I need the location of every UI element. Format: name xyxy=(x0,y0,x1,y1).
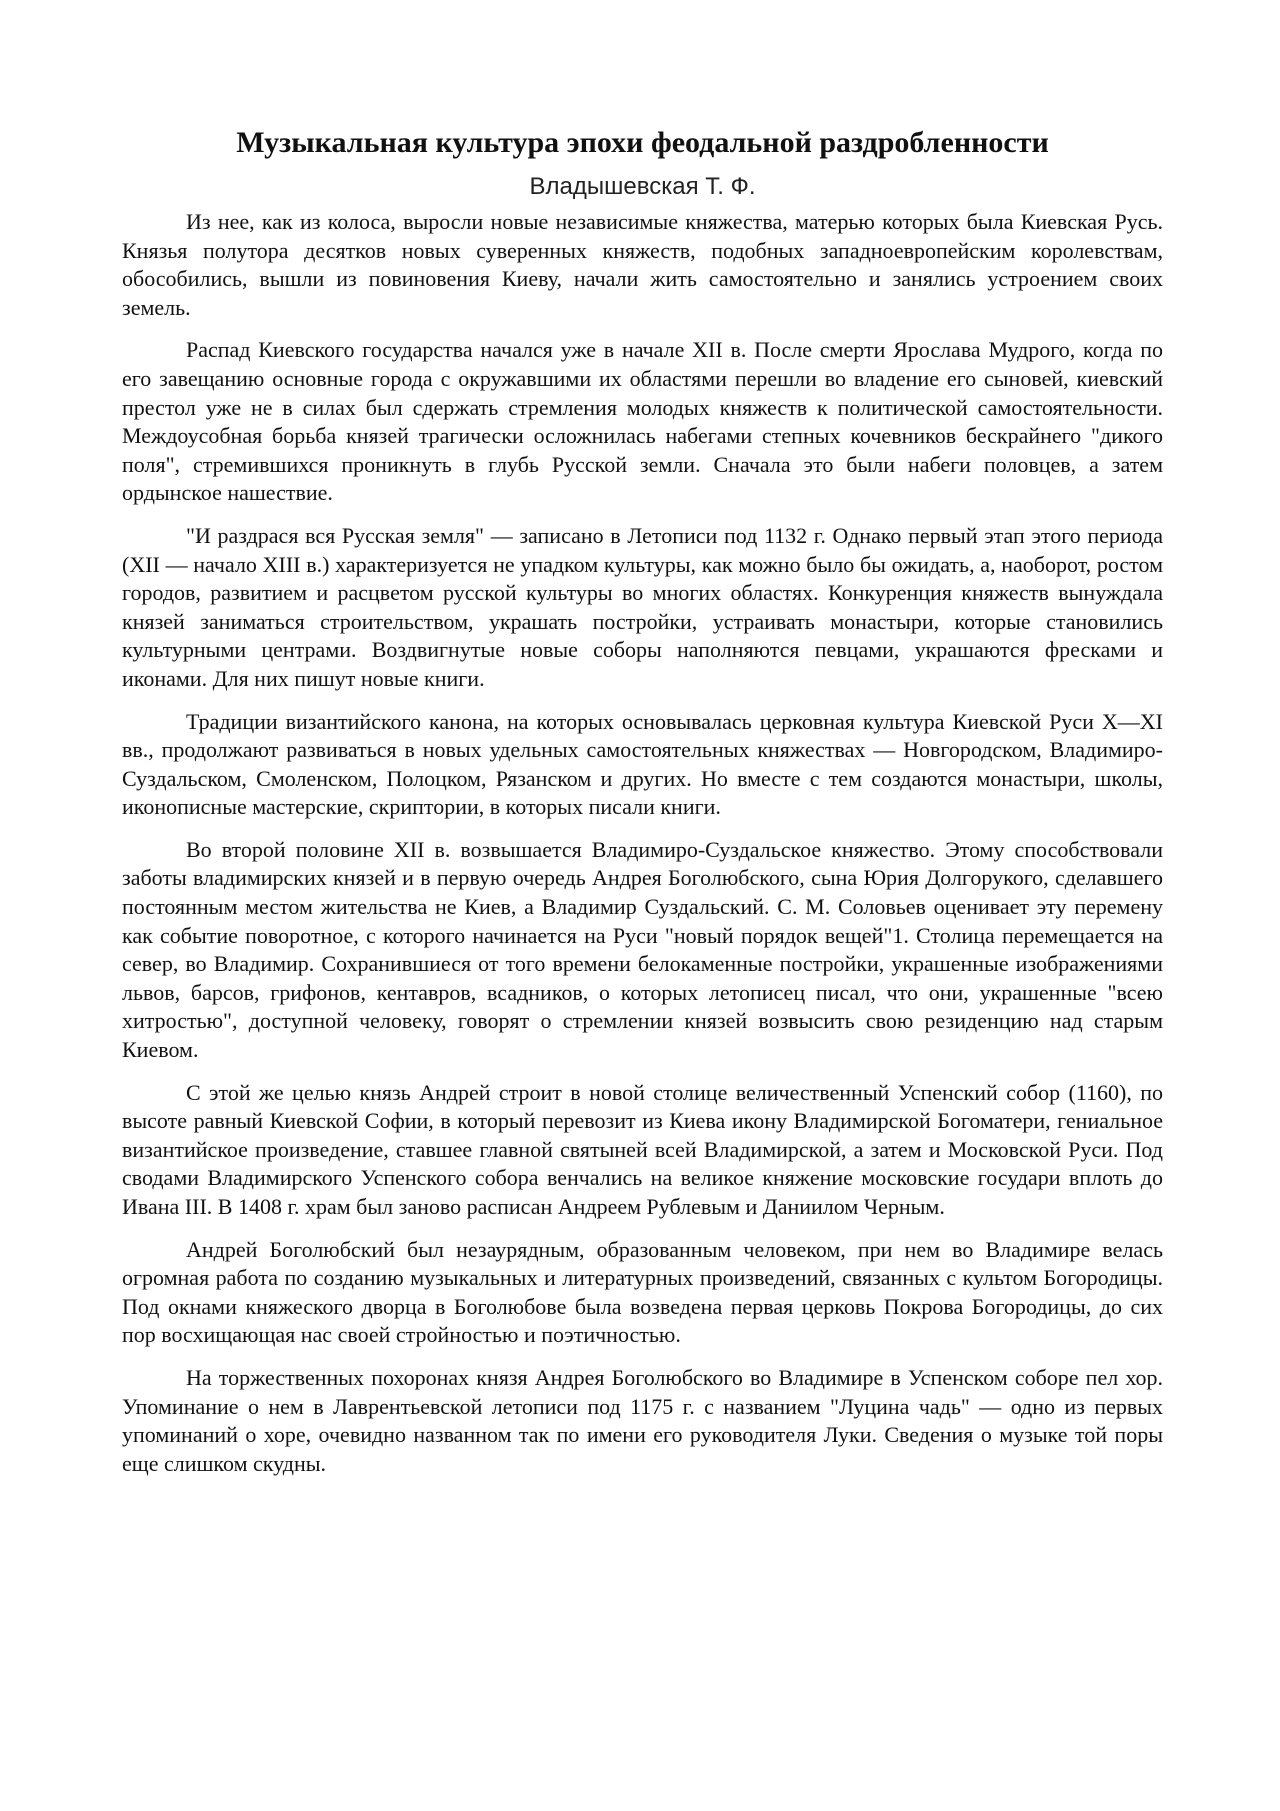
paragraph: На торжественных похоронах князя Андрея Боголюбского во Владимире в Успенском соборе пел хор. Упоминание о нем в Лаврентьевской летописи под 1175 г. с названием "Луцина чадь" — одно из первых упоминаний о хоре, очевидно названном так по имени его руководителя Луки. Сведения о музыке той поры еще слишком скудны. xyxy=(122,1364,1163,1476)
document-page xyxy=(122,124,1163,1492)
paragraph: Традиции византийского канона, на которых основывалась церковная культура Киевской Руси X—XI вв., продолжают развиваться в новых удельных самостоятельных княжествах — Новгородском, Владимиро-Суздальском, Смоленском, Полоцком, Рязанском и других. Но вместе с тем создаются монастыри, школы, иконописные мастерские, скриптории, в которых писали книги. xyxy=(122,708,1163,820)
paragraph: С этой же целью князь Андрей строит в новой столице величественный Успенский собор (1160), по высоте равный Киевской Софии, в который перевозит из Киева икону Владимирской Богоматери, гениальное византийское произведение, ставшее главной святыней всей Владимирской, а затем и Московской Руси. Под сводами Владимирского Успенского собора венчались на великое княжение московские государи вплоть до Ивана III. В 1408 г. храм был заново расписан Андреем Рублевым и Даниилом Черным. xyxy=(122,1079,1163,1219)
paragraph: Во второй половине XII в. возвышается Владимиро-Суздальское княжество. Этому способствовали заботы владимирских князей и в первую очередь Андрея Боголюбского, сына Юрия Долгорукого, сделавшего постоянным местом жительства не Киев, а Владимир Суздальский. С. М. Соловьев оценивает эту перемену как событие поворотное, с которого начинается на Руси "новый порядок вещей"1. Столица перемещается на север, во Владимир. Сохранившиеся от того времени белокаменные постройки, украшенные изображениями львов, барсов, грифонов, кентавров, всадников, о которых летописец писал, что они, украшенные "всею хитростью", доступной человеку, говорят о стремлении князей возвысить свою резиденцию над старым Киевом. xyxy=(122,836,1163,1063)
paragraph: Из нее, как из колоса, выросли новые независимые княжества, матерью которых была Киевская Русь. Князья полутора десятков новых суверенных княжеств, подобных западноевропейским королевствам, обособились, вышли из повиновения Киеву, начали жить самостоятельно и занялись устроением своих земель. xyxy=(122,209,1163,320)
paragraph: Распад Киевского государства начался уже в начале XII в. После смерти Ярослава Мудрого, когда по его завещанию основные города с окружавшими их областями перешли во владение его сыновей, киевский престол уже не в силах был сдержать стремления молодых княжеств к политической самостоятельности. Междоусобная борьба князей трагически осложнилась набегами степных кочевников бескрайнего "дикого поля", стремившихся проникнуть в глубь Русской земли. Сначала это были набеги половцев, а затем ордынское нашествие. xyxy=(122,337,1163,506)
document-title: Музыкальная культура эпохи феодальной раздробленности xyxy=(236,126,1049,159)
paragraph: Андрей Боголюбский был незаурядным, образованным человеком, при нем во Владимире велась огромная работа по созданию музыкальных и литературных произведений, связанных с культом Богородицы. Под окнами княжеского дворца в Боголюбове была возведена первая церковь Покрова Богородицы, до сих пор восхищающая нас своей стройностью и поэтичностью. xyxy=(122,1236,1163,1348)
paragraph: "И раздрася вся Русская земля" — записано в Летописи под 1132 г. Однако первый этап этого периода (XII — начало XIII в.) характеризуется не упадком культуры, как можно было бы ожидать, а, наоборот, ростом городов, развитием и расцветом русской культуры во многих областях. Конкуренция княжеств вынуждала князей заниматься строительством, украшать постройки, устраивать монастыри, которые становились культурными центрами. Воздвигнутые новые соборы наполняются певцами, украшаются фресками и иконами. Для них пишут новые книги. xyxy=(122,522,1163,691)
document-author: Владышевская Т. Ф. xyxy=(529,173,756,200)
